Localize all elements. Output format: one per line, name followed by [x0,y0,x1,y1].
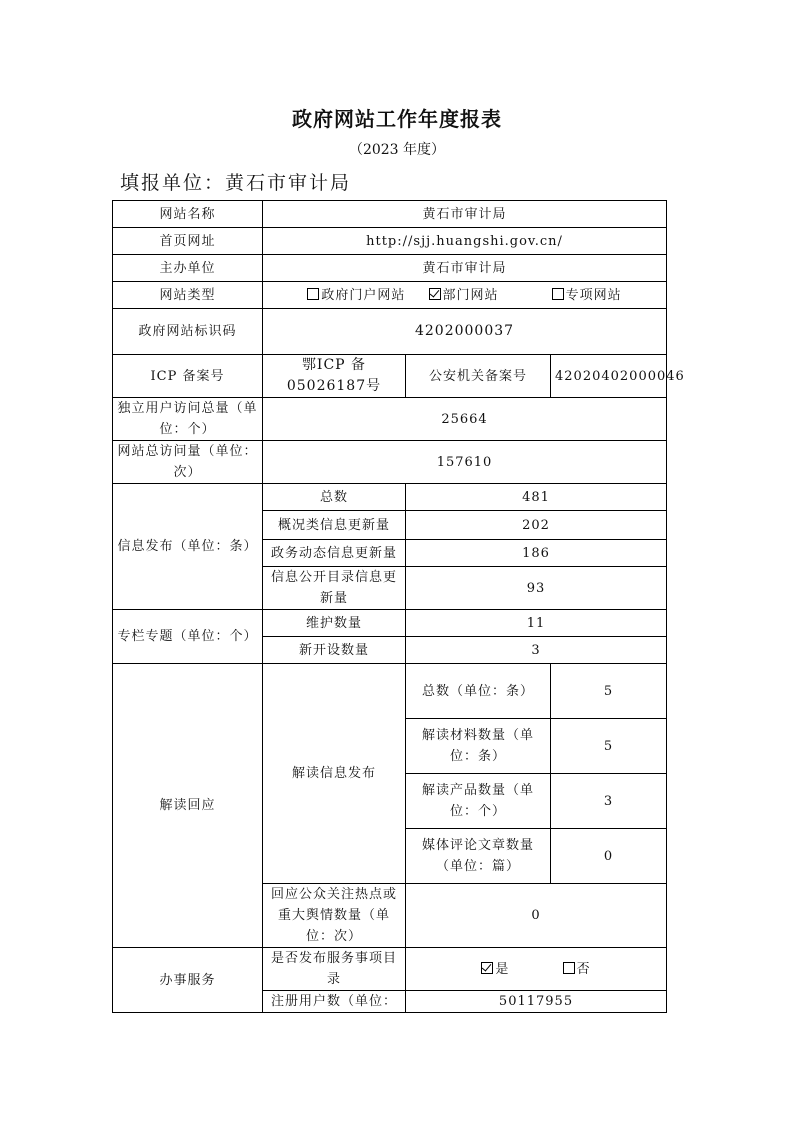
info-publish-label: 信息发布（单位：条） [113,484,263,610]
checkbox-icon [563,962,575,974]
services-label: 办事服务 [113,948,263,1013]
report-title: 政府网站工作年度报表 [292,107,502,131]
special-topics-item-value: 11 [406,610,667,637]
table-row [113,398,667,441]
response-value: 0 [406,884,667,948]
interpretation-item-label: 解读产品数量（单位：个） [406,774,551,829]
registered-users-value: 50117955 [406,991,667,1013]
table-row [113,610,667,637]
info-publish-item-value: 93 [406,567,667,610]
checkbox-icon [307,288,319,300]
unique-visitors-label: 独立用户访问总量（单位：个） [113,398,263,441]
table-row [113,255,667,282]
site-type-option-portal[interactable]: 政府门户网站 [307,285,405,306]
site-type-options [263,282,667,309]
interpretation-item-value: 0 [551,829,667,884]
interpretation-sub-label: 解读信息发布 [263,664,406,884]
table-row [113,201,667,228]
host-unit-value: 黄石市审计局 [263,255,667,282]
table-row [113,282,667,309]
special-topics-label: 专栏专题（单位：个） [113,610,263,664]
unique-visitors-value: 25664 [263,398,667,441]
checkbox-checked-icon [429,288,441,300]
interpretation-item-value: 5 [551,719,667,774]
interpretation-item-value: 5 [551,664,667,719]
checkbox-icon [552,288,564,300]
total-visits-value: 157610 [263,441,667,484]
table-row [113,664,667,719]
report-table [112,200,685,1013]
special-topics-item-label: 维护数量 [263,610,406,637]
info-publish-item-value: 202 [406,511,667,540]
info-publish-item-label: 概况类信息更新量 [263,511,406,540]
table-row [113,441,667,484]
site-code-label: 政府网站标识码 [113,309,263,355]
icp-label: ICP 备案号 [113,355,263,398]
site-name-value: 黄石市审计局 [263,201,667,228]
info-publish-item-label: 总数 [263,484,406,511]
info-publish-item-label: 信息公开目录信息更新量 [263,567,406,610]
filing-unit: 填报单位：黄石市审计局 [120,172,352,194]
police-record-value: 42020402000046 [551,355,667,398]
info-publish-item-label: 政务动态信息更新量 [263,540,406,567]
table-row [113,355,667,398]
interpretation-item-label: 媒体评论文章数量（单位：篇） [406,829,551,884]
service-directory-options [406,948,667,991]
option-yes[interactable]: 是 [481,959,509,980]
info-publish-item-value: 481 [406,484,667,511]
table-row [113,948,667,991]
site-type-option-special[interactable]: 专项网站 [552,285,622,306]
registered-users-label: 注册用户数（单位： [263,991,406,1013]
info-publish-item-value: 186 [406,540,667,567]
host-unit-label: 主办单位 [113,255,263,282]
response-label: 回应公众关注热点或重大舆情数量（单位：次） [263,884,406,948]
police-record-label: 公安机关备案号 [406,355,551,398]
site-code-value: 4202000037 [263,309,667,355]
site-type-option-department[interactable]: 部门网站 [429,285,499,306]
homepage-url-label: 首页网址 [113,228,263,255]
homepage-url-value: http://sjj.huangshi.gov.cn/ [263,228,667,255]
table-row [113,484,667,511]
interpretation-item-label: 总数（单位：条） [406,664,551,719]
icp-value: 鄂ICP 备05026187号 [263,355,406,398]
service-directory-label: 是否发布服务事项目录 [263,948,406,991]
interpretation-item-label: 解读材料数量（单位：条） [406,719,551,774]
site-name-label: 网站名称 [113,201,263,228]
special-topics-item-value: 3 [406,637,667,664]
interpretation-item-value: 3 [551,774,667,829]
total-visits-label: 网站总访问量（单位：次） [113,441,263,484]
table-row [113,228,667,255]
checkbox-checked-icon [481,962,493,974]
site-type-label: 网站类型 [113,282,263,309]
table-row [113,309,667,355]
interpretation-label: 解读回应 [113,664,263,948]
report-year: （2023 年度） [348,142,446,158]
option-no[interactable]: 否 [563,959,591,980]
special-topics-item-label: 新开设数量 [263,637,406,664]
